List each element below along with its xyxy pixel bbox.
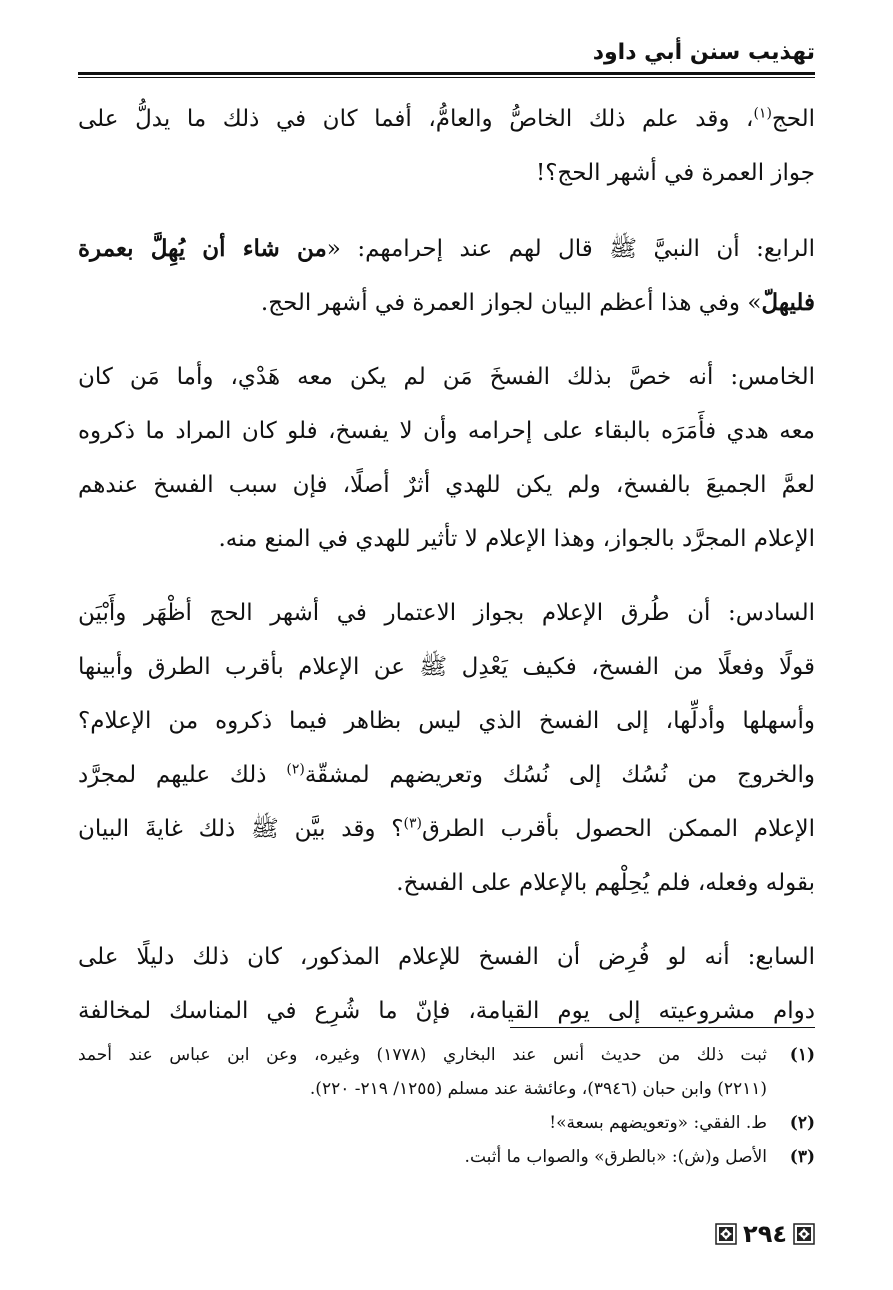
footnote-2 [78, 1106, 815, 1140]
text-line: دوام مشروعيته إلى يوم القيامة، فإنّ ما شُرِع في المناسك لمخالفة [78, 998, 815, 1024]
text-segment: الإعلام الممكن الحصول بأقرب الطرق [421, 816, 815, 842]
footnote-number: (١) [789, 1045, 815, 1065]
text-line: الأصل و(ش): «بالطرق» والصواب ما أثبت. [464, 1147, 767, 1167]
footnote-text [78, 1038, 767, 1106]
text-line: ثبت ذلك من حديث أنس عند البخاري (١٧٧٨) وغيره، وعن ابن عباس عند أحمد [78, 1045, 767, 1065]
paragraph-continuation [78, 92, 815, 200]
hadith-quote: من شاء أن يُهِلَّ بعمرة [78, 235, 327, 262]
paragraph-seventh [78, 930, 815, 1038]
text-line [78, 222, 815, 276]
text-line: ط. الفقي: «وتعويضهم بسعة»! [549, 1113, 767, 1133]
text-line: بقوله وفعله، فلم يُحِلْهم بالإعلام على الفسخ. [396, 870, 815, 896]
paragraph-fifth [78, 350, 815, 566]
text-line: الخامس: أنه خصَّ بذلك الفسخَ مَن لم يكن معه هَدْي، وأما مَن كان [78, 364, 815, 390]
text-line [78, 276, 815, 330]
footnote-1 [78, 1038, 815, 1106]
text-line: السابع: أنه لو فُرِض أن الفسخ للإعلام المذكور، كان ذلك دليلًا على [78, 944, 815, 970]
text-segment: » وفي هذا أعظم البيان لجواز العمرة في أشهر الحج. [260, 290, 762, 316]
text-line: وأسهلها وأدلِّها، إلى الفسخ الذي ليس بظاهر فيما ذكروه من الإعلام؟ [78, 708, 815, 734]
text-line: قولًا وفعلًا من الفسخ، فكيف يَعْدِل ﷺ عن الإعلام بأقرب الطرق وأبينها [78, 654, 815, 680]
footnote-ref-2[interactable]: (٢) [286, 761, 305, 778]
page-number: ٢٩٤ [743, 1220, 787, 1248]
footnote-number: (٢) [789, 1113, 815, 1133]
text-segment: ، وقد علم ذلك الخاصُّ والعامُّ، أفما كان في ذلك ما يدلُّ على [78, 106, 754, 132]
hadith-quote: فليهلّ [761, 289, 815, 316]
text-segment: والخروج من نُسُك إلى نُسُك وتعريضهم لمشقّة [304, 762, 816, 788]
text-segment: ؟ وقد بيَّن ﷺ ذلك غايةَ البيان [78, 816, 404, 842]
text-line: معه هدي فأَمَرَه بالبقاء على إحرامه وأن لا يفسخ، فلو كان المراد ما ذكروه [78, 418, 815, 444]
text-segment: الحج [771, 106, 815, 132]
header-rule-thick [78, 72, 815, 75]
floral-square-ornament-icon [715, 1223, 737, 1245]
footnote-separator [510, 1027, 815, 1028]
header-rule-thin [78, 77, 815, 78]
text-line: الإعلام المجرَّد بالجواز، وهذا الإعلام لا تأثير للهدي في المنع منه. [218, 526, 815, 552]
footnote-text [78, 1140, 767, 1174]
paragraph-sixth [78, 586, 815, 910]
text-line: (٢٢١١) وابن حبان (٣٩٤٦)، وعائشة عند مسلم (١٢٥٥/ ٢١٩- ٢٢٠). [309, 1079, 767, 1099]
footnote-text [78, 1106, 767, 1140]
text-segment: الرابع: أن النبيَّ ﷺ قال لهم عند إحرامهم: « [326, 236, 815, 262]
footnote-ref-3[interactable]: (٣) [403, 815, 422, 832]
footnote-number: (٣) [789, 1147, 815, 1167]
text-line: لعمَّ الجميعَ بالفسخ، ولم يكن للهدي أثرٌ أصلًا، فإن سبب الفسخ عندهم [78, 472, 815, 498]
footnotes [78, 1038, 815, 1174]
running-title: تهذيب سنن أبي داود [592, 40, 815, 65]
text-line: جواز العمرة في أشهر الحج؟! [535, 160, 815, 186]
text-segment: ذلك عليهم لمجرَّد [78, 762, 287, 788]
text-line [78, 92, 815, 146]
footnote-3 [78, 1140, 815, 1174]
floral-square-ornament-icon [793, 1223, 815, 1245]
text-line: السادس: أن طُرق الإعلام بجواز الاعتمار في أشهر الحج أظْهَر وأَبْيَن [78, 600, 815, 626]
page-number-block [715, 1220, 815, 1248]
main-text [78, 92, 815, 1058]
footnote-ref-1[interactable]: (١) [753, 105, 772, 122]
text-line [78, 748, 815, 802]
paragraph-fourth [78, 222, 815, 330]
text-line [78, 802, 815, 856]
